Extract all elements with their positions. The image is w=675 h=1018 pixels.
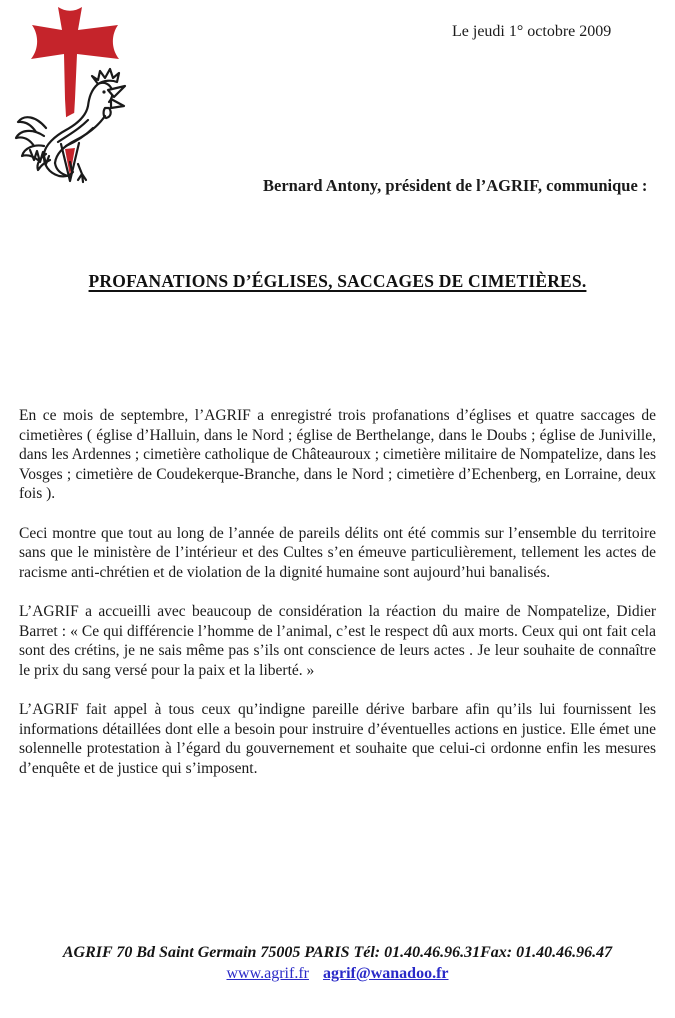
website-link[interactable]: www.agrif.fr (226, 965, 309, 982)
document-title: PROFANATIONS D’ÉGLISES, SACCAGES DE CIMETIÈRES. (88, 271, 587, 291)
footer (0, 943, 675, 985)
footer-address: AGRIF 70 Bd Saint Germain 75005 PARIS Tél: 01.40.46.96.31Fax: 01.40.46.96.47 (62, 944, 613, 961)
headline-container (0, 271, 675, 292)
agrif-logo (12, 4, 182, 239)
body-paragraph-3: L’AGRIF a accueilli avec beaucoup de considération la réaction du maire de Nompatelize, Didier Barret : « Ce qui différencie l’homme de l’animal, c’est le respect dû aux morts. Ceux qui ont fait cela sont des crétins, je ne sais même pas s’ils ont conscience de leurs actes . Je leur souhaite de connaître le prix du sang versé pour la paix et la liberté. » (19, 602, 656, 679)
email-link[interactable]: agrif@wanadoo.fr (322, 965, 449, 982)
body-paragraph-4: L’AGRIF fait appel à tous ceux qu’indigne pareille dérive barbare afin qu’ils lui fournissent les informations détaillées dont elle a besoin pour instruire d’éventuelles actions en justice. Elle émet une solennelle protestation à l’égard du gouvernement et souhaite que celui-ci ordonne enfin les mesures d’enquête et de justice qui s’imposent. (19, 700, 656, 777)
intro-text: Bernard Antony, président de l’AGRIF, communique : (263, 176, 648, 195)
date-text: Le jeudi 1° octobre 2009 (452, 23, 612, 40)
body-paragraph-1: En ce mois de septembre, l’AGRIF a enregistré trois profanations d’églises et quatre saccages de cimetières ( église d’Halluin, dans le Nord ; église de Berthelange, dans le Doubs ; église de Juniville, dans les Ardennes ; cimetière catholique de Châteauroux ; cimetière militaire de Nompatelize, dans les Vosges ; cimetière de Coudekerque-Branche, dans le Nord ; cimetière d’Echenberg, en Lorraine, deux fois ). (19, 407, 656, 503)
footer-links (0, 963, 675, 985)
body-text (19, 406, 656, 798)
body-paragraph-2: Ceci montre que tout au long de l’année de pareils délits ont été commis sur l’ensemble du territoire sans que le ministère de l’intérieur et des Cultes s’en émeuve particulièrement, tellement les actes de racisme anti-chrétien et de violation de la dignité humaine sont aujourd’hui banalisés. (19, 524, 656, 581)
